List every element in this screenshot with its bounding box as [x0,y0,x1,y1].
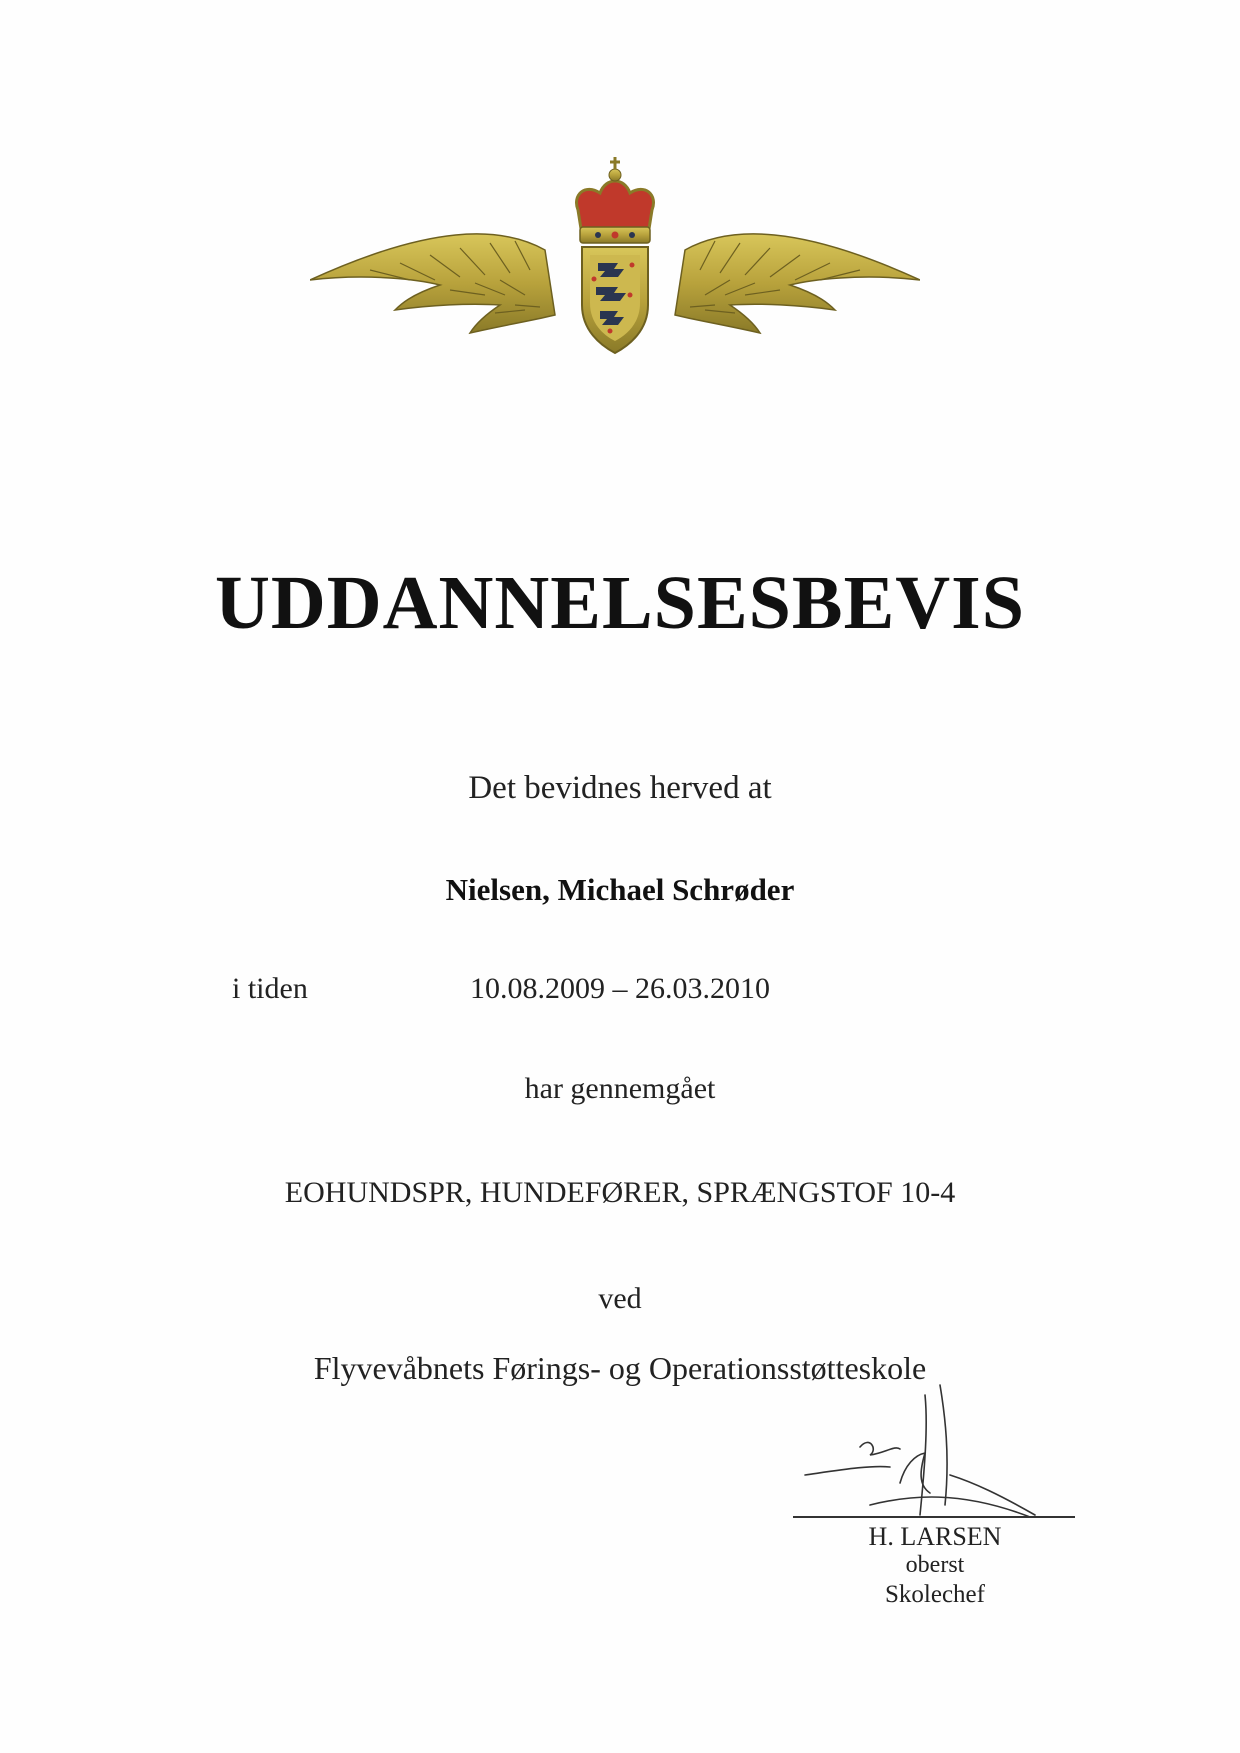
at-text: ved [598,1282,642,1315]
certificate-title: UDDANNELSESBEVIS [214,561,1026,645]
period-label: i tiden [232,972,308,1005]
school-name: Flyvevåbnets Førings- og Operationsstøtteskole [313,1350,927,1386]
recipient-name: Nielsen, Michael Schrøder [445,872,795,907]
completed-text: har gennemgået [524,1072,716,1105]
period-dates: 10.08.2009 – 26.03.2010 [470,972,770,1005]
signatory-rank: oberst [905,1552,965,1578]
signatory-role: Skolechef [885,1581,985,1608]
signature-line [793,1516,1075,1518]
handwritten-signature-icon [800,1375,1060,1520]
signatory-name: H. LARSEN [868,1522,1002,1551]
intro-text: Det bevidnes herved at [468,770,772,806]
course-name: EOHUNDSPR, HUNDEFØRER, SPRÆNGSTOF 10-4 [284,1176,956,1209]
air-force-wings-emblem-icon [310,155,920,385]
